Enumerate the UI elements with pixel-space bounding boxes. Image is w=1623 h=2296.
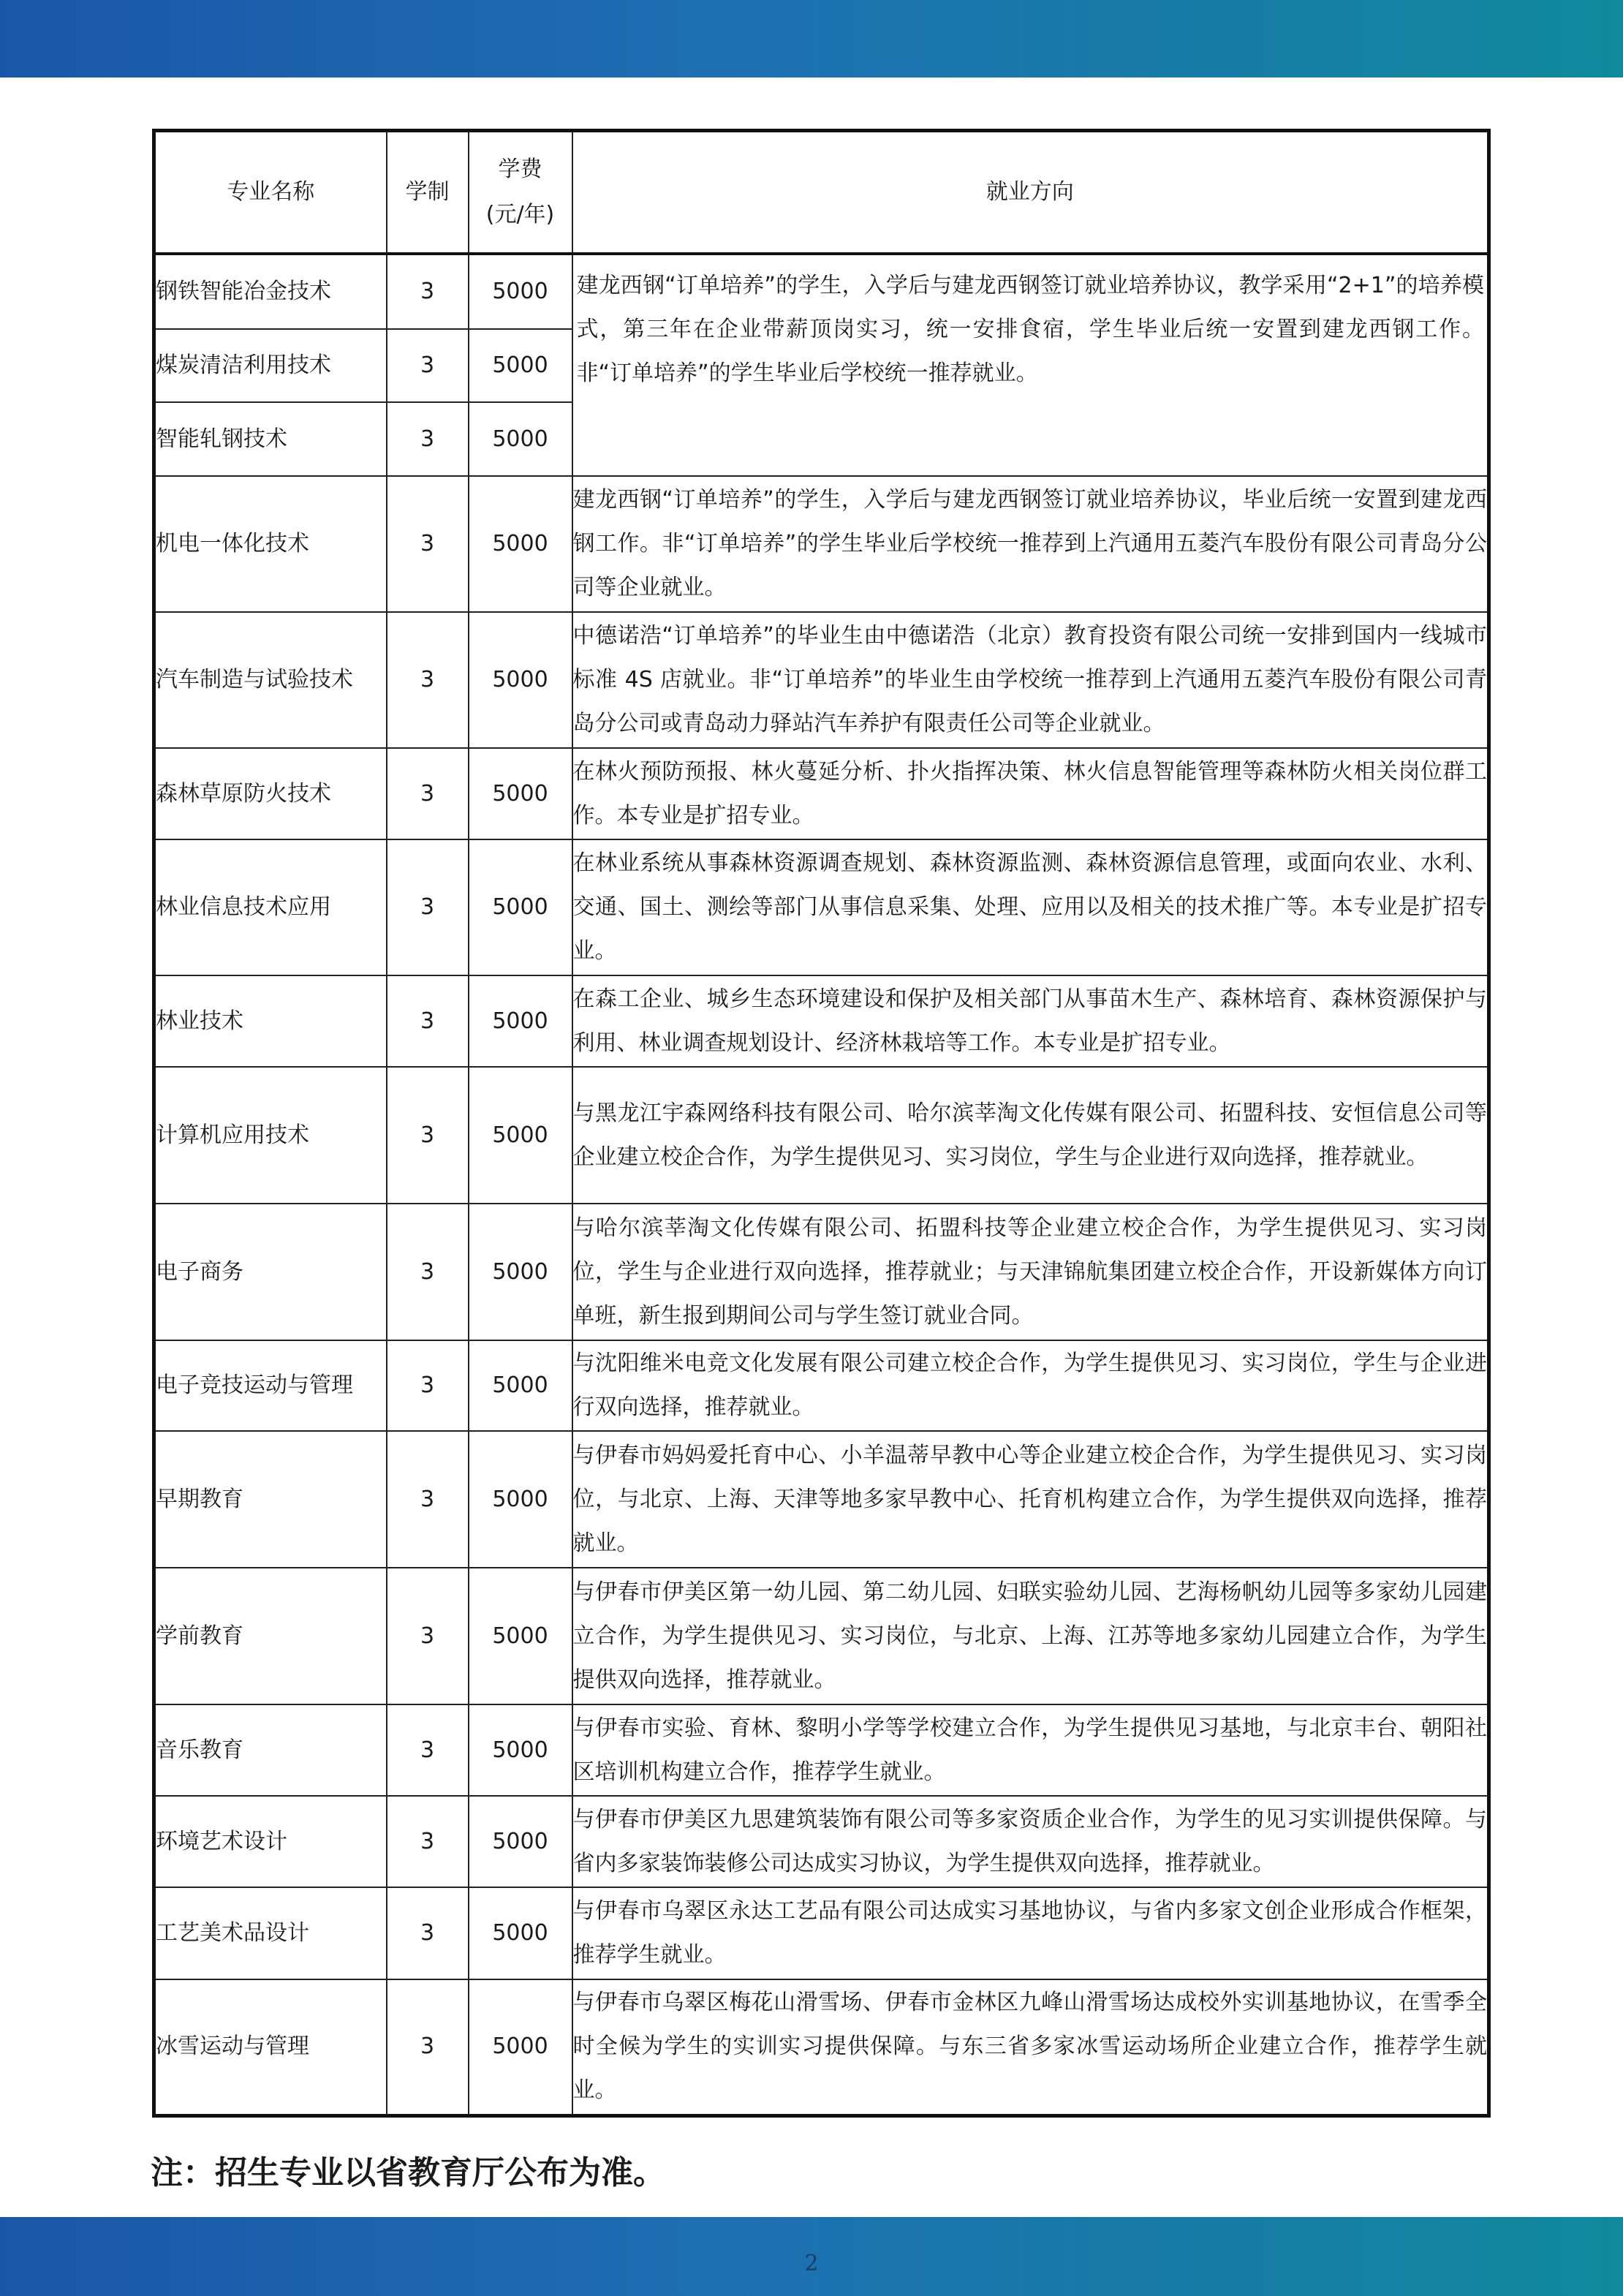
career-text: 与沈阳维米电竞文化发展有限公司建立校企合作，为学生提供见习、实习岗位，学生与企业进行双向选择，推荐就业。 — [572, 1340, 1489, 1431]
table-row — [154, 1431, 1489, 1568]
table-row — [154, 1568, 1489, 1704]
duration-value: 3 — [387, 1979, 469, 2115]
career-text: 与伊春市伊美区九思建筑装饰有限公司等多家资质企业合作，为学生的见习实训提供保障。与省内多家装饰装修公司达成实习协议，为学生提供双向选择，推荐就业。 — [572, 1796, 1489, 1887]
duration-value: 3 — [387, 1067, 469, 1204]
major-name: 煤炭清洁利用技术 — [154, 329, 387, 402]
table-row — [154, 839, 1489, 975]
duration-value: 3 — [387, 254, 469, 329]
duration-value: 3 — [387, 1568, 469, 1704]
career-text: 在森工企业、城乡生态环境建设和保护及相关部门从事苗木生产、森林培育、森林资源保护与利用、林业调查规划设计、经济林栽培等工作。本专业是扩招专业。 — [572, 975, 1489, 1067]
career-text: 建龙西钢“订单培养”的学生，入学后与建龙西钢签订就业培养协议，毕业后统一安置到建龙西钢工作。非“订单培养”的学生毕业后学校统一推荐到上汽通用五菱汽车股份有限公司青岛分公司等企业就业。 — [572, 476, 1489, 612]
fee-value: 5000 — [469, 612, 572, 748]
fee-value: 5000 — [469, 254, 572, 329]
duration-value: 3 — [387, 1204, 469, 1340]
fee-value: 5000 — [469, 975, 572, 1067]
career-text: 与伊春市妈妈爱托育中心、小羊温蒂早教中心等企业建立校企合作，为学生提供见习、实习岗位，与北京、上海、天津等地多家早教中心、托育机构建立合作，为学生提供双向选择，推荐就业。 — [572, 1431, 1489, 1568]
header-career: 就业方向 — [572, 131, 1489, 254]
major-name: 电子竞技运动与管理 — [154, 1340, 387, 1431]
header-fee-line1: 学费 — [498, 156, 542, 182]
major-name: 环境艺术设计 — [154, 1796, 387, 1887]
career-text: 与伊春市实验、育林、黎明小学等学校建立合作，为学生提供见习基地，与北京丰台、朝阳社区培训机构建立合作，推荐学生就业。 — [572, 1704, 1489, 1796]
career-text: 与伊春市伊美区第一幼儿园、第二幼儿园、妇联实验幼儿园、艺海杨帆幼儿园等多家幼儿园建立合作，为学生提供见习、实习岗位，与北京、上海、江苏等地多家幼儿园建立合作，为学生提供双向选择，推荐就业。 — [572, 1568, 1489, 1704]
duration-value: 3 — [387, 476, 469, 612]
major-name: 冰雪运动与管理 — [154, 1979, 387, 2115]
fee-value: 5000 — [469, 1204, 572, 1340]
career-text: 在林火预防预报、林火蔓延分析、扑火指挥决策、林火信息智能管理等森林防火相关岗位群工作。本专业是扩招专业。 — [572, 748, 1489, 839]
major-name: 电子商务 — [154, 1204, 387, 1340]
table-row — [154, 476, 1489, 612]
career-text: 与伊春市乌翠区永达工艺品有限公司达成实习基地协议，与省内多家文创企业形成合作框架，推荐学生就业。 — [572, 1887, 1489, 1979]
header-duration: 学制 — [387, 131, 469, 254]
duration-value: 3 — [387, 975, 469, 1067]
enrollment-note: 注：招生专业以省教育厅公布为准。 — [151, 2154, 665, 2191]
fee-value: 5000 — [469, 476, 572, 612]
table-row — [154, 1204, 1489, 1340]
table-row — [154, 975, 1489, 1067]
duration-value: 3 — [387, 1887, 469, 1979]
fee-value: 5000 — [469, 1887, 572, 1979]
fee-value: 5000 — [469, 1796, 572, 1887]
duration-value: 3 — [387, 1704, 469, 1796]
top-banner — [0, 0, 1623, 78]
table-row — [154, 1979, 1489, 2115]
major-name: 林业信息技术应用 — [154, 839, 387, 975]
duration-value: 3 — [387, 1340, 469, 1431]
duration-value: 3 — [387, 748, 469, 839]
fee-value: 5000 — [469, 1067, 572, 1204]
duration-value: 3 — [387, 402, 469, 476]
major-name: 工艺美术品设计 — [154, 1887, 387, 1979]
fee-value: 5000 — [469, 748, 572, 839]
fee-value: 5000 — [469, 1340, 572, 1431]
table-row — [154, 1340, 1489, 1431]
major-name: 机电一体化技术 — [154, 476, 387, 612]
major-name: 林业技术 — [154, 975, 387, 1067]
header-fee — [469, 131, 572, 254]
table-row — [154, 1887, 1489, 1979]
career-text: 中德诺浩“订单培养”的毕业生由中德诺浩（北京）教育投资有限公司统一安排到国内一线城市标准 4S 店就业。非“订单培养”的毕业生由学校统一推荐到上汽通用五菱汽车股份有限公司青岛分公司或青岛动力驿站汽车养护有限责任公司等企业就业。 — [572, 612, 1489, 748]
career-text: 与伊春市乌翠区梅花山滑雪场、伊春市金林区九峰山滑雪场达成校外实训基地协议，在雪季全时全候为学生的实训实习提供保障。与东三省多家冰雪运动场所企业建立合作，推荐学生就业。 — [572, 1979, 1489, 2115]
table-row — [154, 1704, 1489, 1796]
major-name: 计算机应用技术 — [154, 1067, 387, 1204]
major-name: 音乐教育 — [154, 1704, 387, 1796]
table-header-row — [154, 131, 1489, 254]
career-text: 建龙西钢“订单培养”的学生，入学后与建龙西钢签订就业培养协议，教学采用“2+1”的培养模式，第三年在企业带薪顶岗实习，统一安排食宿，学生毕业后统一安置到建龙西钢工作。非“订单培养”的学生毕业后学校统一推荐就业。 — [572, 254, 1489, 476]
fee-value: 5000 — [469, 1979, 572, 2115]
duration-value: 3 — [387, 612, 469, 748]
fee-value: 5000 — [469, 839, 572, 975]
major-name: 早期教育 — [154, 1431, 387, 1568]
fee-value: 5000 — [469, 402, 572, 476]
fee-value: 5000 — [469, 1431, 572, 1568]
majors-table — [152, 129, 1491, 2118]
duration-value: 3 — [387, 1431, 469, 1568]
duration-value: 3 — [387, 839, 469, 975]
table-row — [154, 1796, 1489, 1887]
fee-value: 5000 — [469, 329, 572, 402]
header-fee-line2: (元/年) — [485, 202, 555, 227]
fee-value: 5000 — [469, 1704, 572, 1796]
header-major: 专业名称 — [154, 131, 387, 254]
duration-value: 3 — [387, 329, 469, 402]
major-name: 智能轧钢技术 — [154, 402, 387, 476]
career-text: 与哈尔滨莘淘文化传媒有限公司、拓盟科技等企业建立校企合作，为学生提供见习、实习岗位，学生与企业进行双向选择，推荐就业；与天津锦航集团建立校企合作，开设新媒体方向订单班，新生报到期间公司与学生签订就业合同。 — [572, 1204, 1489, 1340]
major-name: 钢铁智能冶金技术 — [154, 254, 387, 329]
major-name: 森林草原防火技术 — [154, 748, 387, 839]
table-row — [154, 1067, 1489, 1204]
career-text: 与黑龙江宇森网络科技有限公司、哈尔滨莘淘文化传媒有限公司、拓盟科技、安恒信息公司等企业建立校企合作，为学生提供见习、实习岗位，学生与企业进行双向选择，推荐就业。 — [572, 1067, 1489, 1204]
major-name: 学前教育 — [154, 1568, 387, 1704]
career-text: 在林业系统从事森林资源调查规划、森林资源监测、森林资源信息管理，或面向农业、水利、交通、国土、测绘等部门从事信息采集、处理、应用以及相关的技术推广等。本专业是扩招专业。 — [572, 839, 1489, 975]
table-row — [154, 748, 1489, 839]
page-number: 2 — [804, 2251, 819, 2276]
table-row — [154, 612, 1489, 748]
table-row — [154, 254, 1489, 329]
major-name: 汽车制造与试验技术 — [154, 612, 387, 748]
fee-value: 5000 — [469, 1568, 572, 1704]
duration-value: 3 — [387, 1796, 469, 1887]
